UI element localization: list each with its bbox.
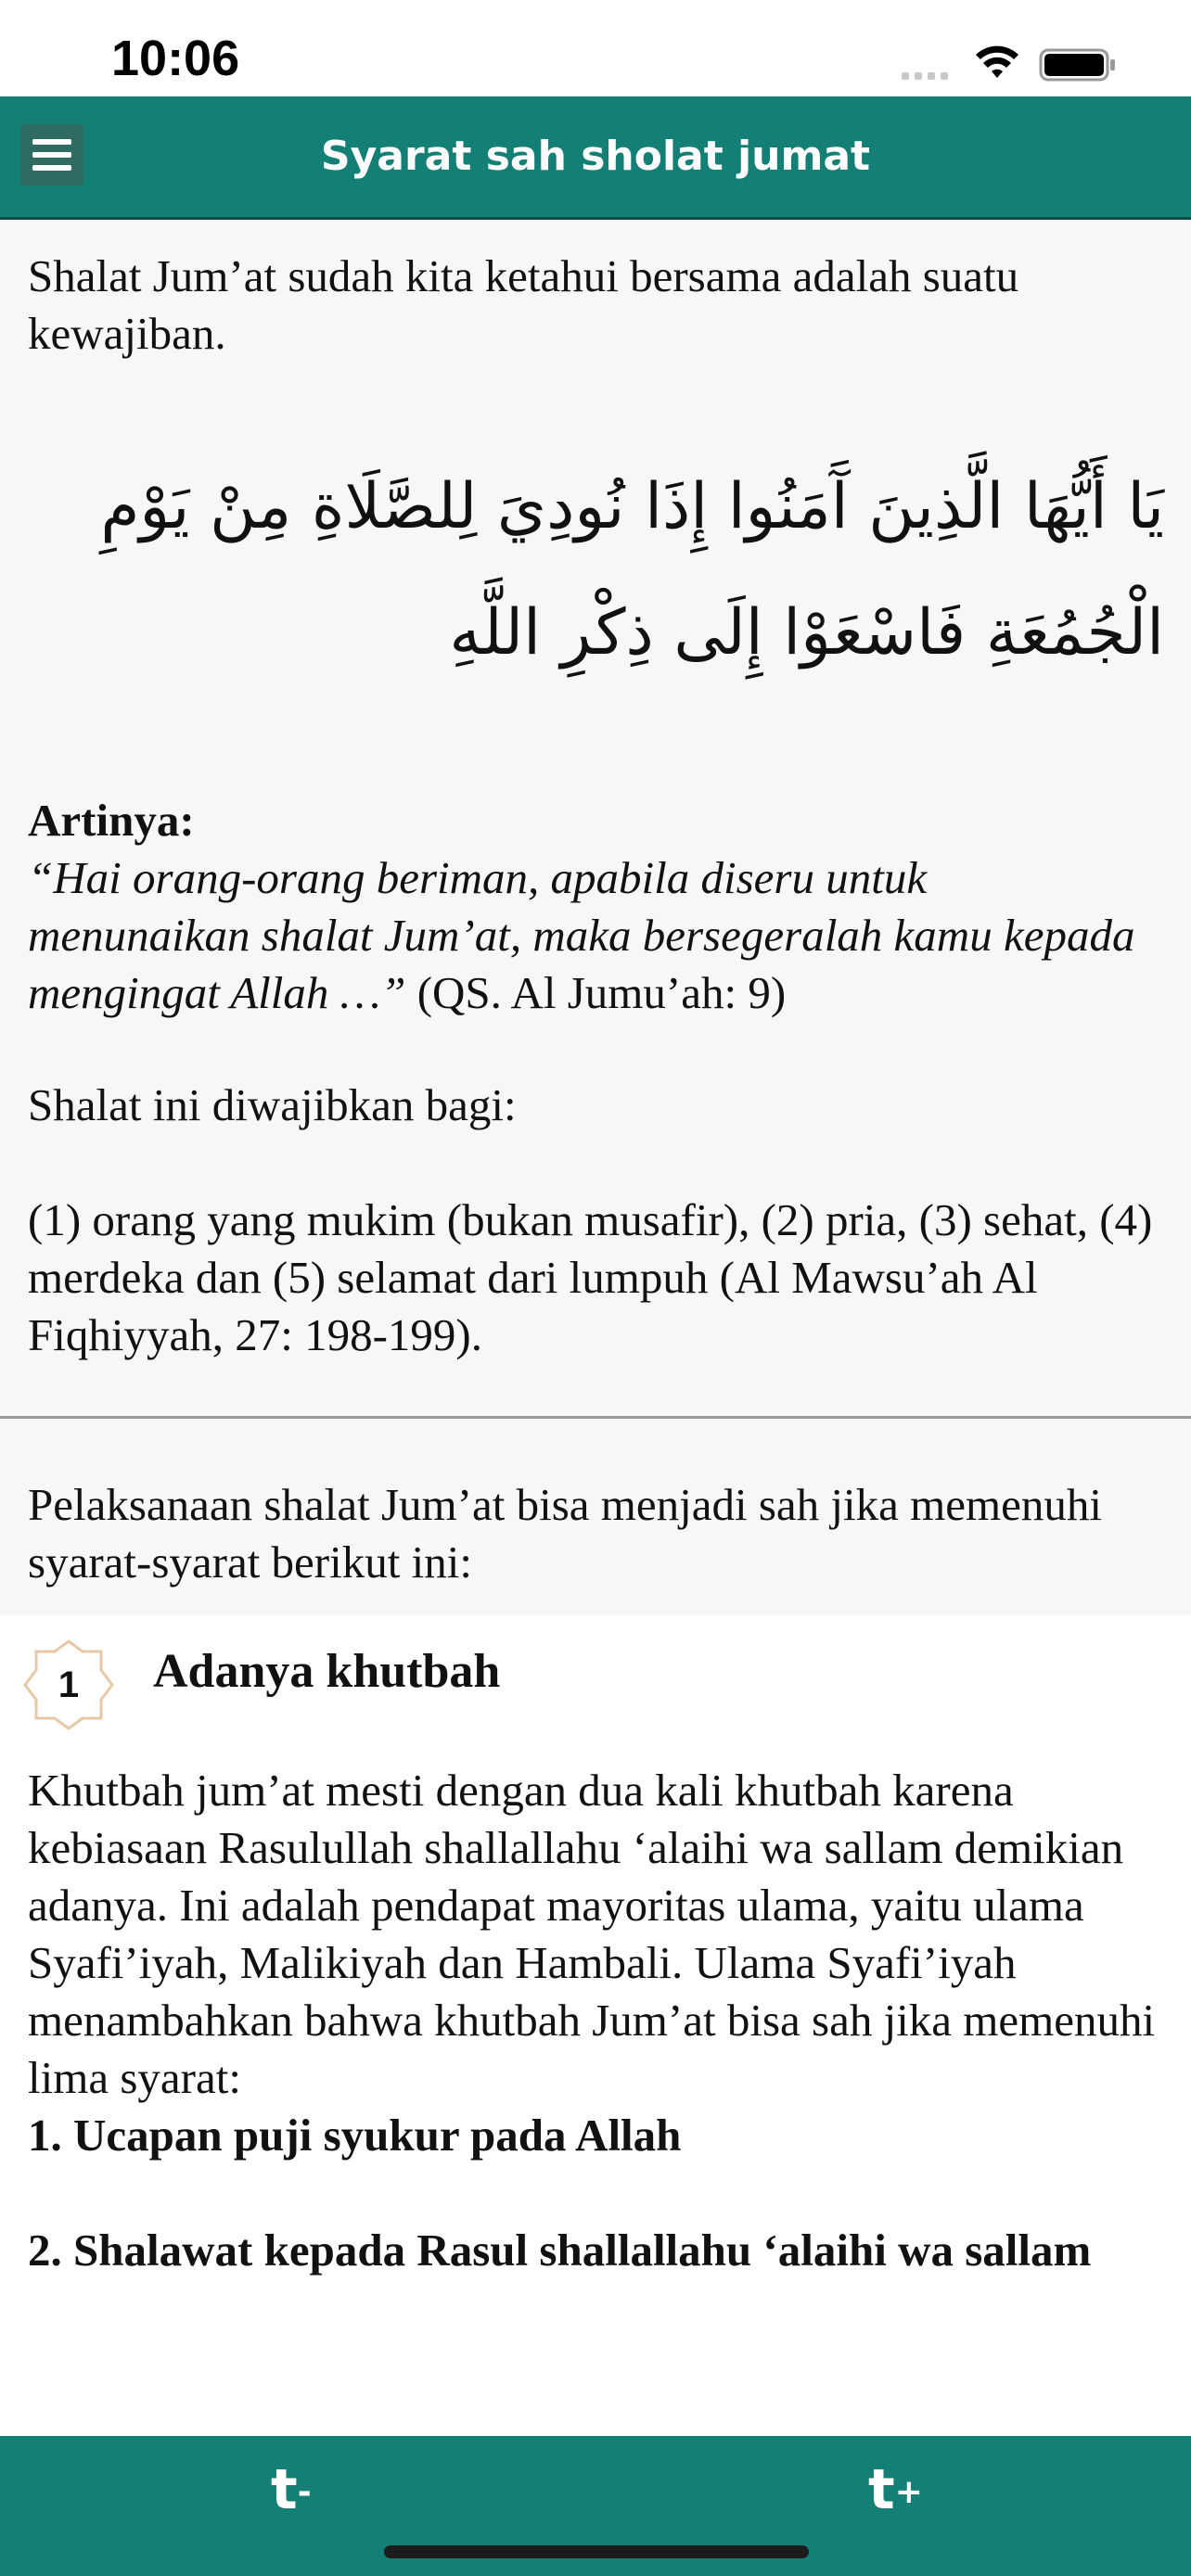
bottom-toolbar [0, 2436, 1191, 2576]
page-title: Syarat sah sholat jumat [320, 133, 871, 180]
wifi-icon [974, 45, 1020, 82]
arabic-verse: يَا أَيُّهَا الَّذِينَ آَمَنُوا إِذَا نُودِيَ لِلصَّلَاةِ مِنْ يَوْمِ الْجُمُعَةِ فَاسْعَوْا إِلَى ذِكْرِ اللَّهِ [100, 470, 1164, 670]
obligation-intro: Shalat ini diwajibkan bagi: [28, 1079, 517, 1130]
condition-2: 2. Shalawat kepada Rasul shallallahu ‘alaihi wa sallam [28, 2225, 1092, 2276]
obligation-list: (1) orang yang mukim (bukan musafir), (2) pria, (3) sehat, (4) merdeka dan (5) selamat dari lumpuh (Al Mawsu’ah Al Fiqhiyyah, 27: 198-199). [28, 1194, 1153, 1360]
translation-block [28, 792, 1159, 1022]
citation-text: (QS. Al Jumu’ah: 9) [405, 967, 787, 1018]
item-body: Khutbah jum’at mesti dengan dua kali khutbah karena kebiasaan Rasulullah shallallahu ‘alaihi wa sallam demikian adanya. Ini adalah pendapat mayoritas ulama, yaitu ulama Syafi’iyah, Malikiyah dan Hambali. Ulama Syafi’iyah menambahkan bahwa khutbah Jum’at bisa sah jika memenuhi lima syarat: [28, 1765, 1156, 2103]
translation-text: “Hai orang-orang beriman, apabila diseru untuk menunaikan shalat Jum’at, maka bersegeralah kamu kepada mengingat Allah …” [28, 852, 1135, 1018]
decrease-font-button[interactable]: $t_-$ [271, 2457, 312, 2522]
status-bar [0, 0, 1191, 96]
condition-1: 1. Ucapan puji syukur pada Allah [28, 2110, 682, 2161]
intro-section [0, 220, 1191, 1416]
artinya-label: Artinya: [28, 795, 195, 846]
battery-icon [1039, 48, 1117, 82]
status-time: 10:06 [111, 31, 240, 86]
intro-paragraph: Shalat Jum’at sudah kita ketahui bersama adalah suatu kewajiban. [28, 250, 1019, 359]
increase-font-button[interactable]: $t_+$ [868, 2457, 923, 2522]
app-header [0, 96, 1191, 220]
cellular-signal-icon [902, 72, 948, 80]
menu-button[interactable] [20, 124, 83, 185]
item-heading: Adanya khutbah [153, 1645, 501, 1698]
content-section [0, 1615, 1191, 2436]
badge-number: 1 [58, 1664, 80, 1705]
syarat-intro: Pelaksanaan shalat Jum’at bisa menjadi sah jika memenuhi syarat-syarat berikut ini: [28, 1479, 1102, 1588]
hamburger-icon [32, 139, 71, 145]
home-indicator [384, 2545, 809, 2558]
syarat-section [0, 1419, 1191, 1615]
